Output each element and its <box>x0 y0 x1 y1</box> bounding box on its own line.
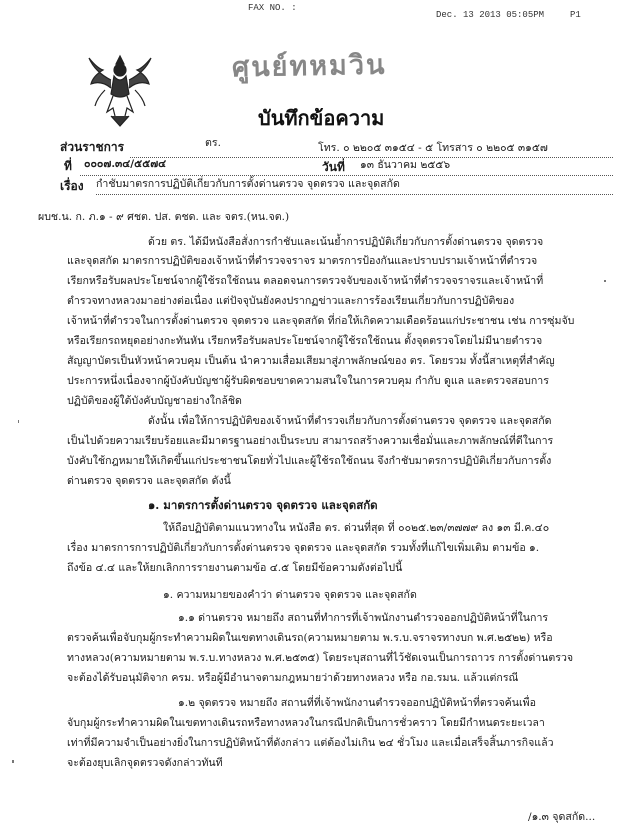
p1-line-1: ด้วย ตร. ได้มีหนังสือสั่งการกำชับและเน้นย้ำการปฏิบัติเกี่ยวกับการตั้งด่านตรวจ จุดตรวจ <box>148 236 544 248</box>
p5-line-4: จะต้องยุบเลิกจุดตรวจดังกล่าวทันที <box>67 757 223 769</box>
ref-number: ๐๐๐๗.๓๔/๕๕๗๔ <box>84 158 167 170</box>
continued-marker: /๑.๓ จุดสกัด... <box>528 811 596 823</box>
phone-fax-line: โทร. ๐ ๒๒๐๕ ๓๑๕๔ - ๕ โทรสาร ๐ ๒๒๐๕ ๓๑๕๗ <box>318 142 548 154</box>
subject-value: กำชับมาตรการปฏิบัติเกี่ยวกับการตั้งด่านตรวจ จุดตรวจ และจุดสกัด <box>96 178 400 190</box>
p2-line-2: เป็นไปด้วยความเรียบร้อยและมีมาตรฐานอย่างเป็นระบบ สามารถสร้างความเชื่อมั่นและภาพลักษณ์ที่ดีในการ <box>67 435 554 447</box>
p3-line-3: ถึงข้อ ๔.๔ และให้ยกเลิกการรายงานตามข้อ ๔.๕ โดยมีข้อความดังต่อไปนี้ <box>67 562 403 574</box>
ref-label: ที่ <box>64 159 72 173</box>
fax-page: P1 <box>570 10 581 20</box>
fax-datetime: Dec. 13 2013 05:05PM <box>436 10 545 20</box>
p2-line-4: ด่านตรวจ จุดตรวจ และจุดสกัด ดังนี้ <box>67 475 231 487</box>
date-value: ๑๓ ธันวาคม ๒๕๕๖ <box>360 159 451 171</box>
p1-line-2: และจุดสกัด มาตรการปฏิบัติของเจ้าหน้าที่ตำรวจจราจร มาตรการป้องกันและปราบปรามเจ้าหน้าที่ตำรวจ <box>67 255 538 267</box>
fax-label: FAX NO. : <box>248 3 297 13</box>
document-title: บันทึกข้อความ <box>258 106 385 130</box>
p1-line-5: เจ้าหน้าที่ตำรวจในการตั้งด่านตรวจ จุดตรวจ และจุดสกัด ที่ก่อให้เกิดความเดือดร้อนแก่ประชาชน เช่น การซุ่มจับ <box>67 315 575 327</box>
subject-label: เรื่อง <box>60 179 84 193</box>
sub-1-heading: ๑. ความหมายของคำว่า ด่านตรวจ จุดตรวจ และจุดสกัด <box>163 589 417 601</box>
agency-label: ส่วนราชการ <box>60 140 125 154</box>
agency-value: ตร. <box>205 137 221 149</box>
p1-line-6: หรือเรียกรถหยุดอย่างกะทันหัน เรียกหรือรับผลประโยชน์จากผู้ใช้รถใช้ถนน ตั้งจุดตรวจโดยไม่มีนายตำรวจ <box>67 335 543 347</box>
recipient-line: ผบช.น. ก. ภ.๑ - ๙ ศชต. ปส. ตชด. และ จตร.(หน.จต.) <box>38 211 290 223</box>
p1-line-9: ปฏิบัติของผู้ใต้บังคับบัญชาอย่างใกล้ชิด <box>67 395 242 407</box>
garuda-emblem-icon <box>85 50 155 132</box>
p1-line-8: ประการหนึ่งเนื่องจากผู้บังคับบัญชาผู้รับผิดชอบขาดความสนใจในการควบคุม กำกับ ดูแล และตรวจสอบการ <box>67 375 549 387</box>
p4-line-4: จะต้องได้รับอนุมัติจาก ครม. หรือผู้มีอำนาจตามกฎหมายว่าด้วยทางหลวง หรือ กอ.รมน. แล้วแต่กรณี <box>67 672 519 684</box>
p2-line-1: ดังนั้น เพื่อให้การปฏิบัติของเจ้าหน้าที่ตำรวจเกี่ยวกับการตั้งด่านตรวจ จุดตรวจ และจุดสกัด <box>148 415 552 427</box>
p1-line-7: สัญญาบัตรเป็นหัวหน้าควบคุม เป็นต้น นำความเสื่อมเสียมาสู่ภาพลักษณ์ของ ตร. โดยรวม ทั้งนี้สาเหตุที่สำคัญ <box>67 355 555 367</box>
p3-line-2: เรื่อง มาตรการการปฏิบัติเกี่ยวกับการตั้งด่านตรวจ จุดตรวจ และจุดสกัด รวมทั้งที่แก้ไขเพิ่มเติม ตามข้อ ๑. <box>67 542 540 554</box>
p1-line-3: เรียกหรือรับผลประโยชน์จากผู้ใช้รถใช้ถนน ตลอดจนการตรวจจับของเจ้าหน้าที่ตำรวจจราจรและเจ้าหน้าที่ <box>67 275 544 287</box>
section-1-heading: ๑. มาตรการตั้งด่านตรวจ จุดตรวจ และจุดสกัด <box>148 498 378 512</box>
p5-line-1: ๑.๒ จุดตรวจ หมายถึง สถานที่ที่เจ้าพนักงานตำรวจออกปฏิบัติหน้าที่ตรวจค้นเพื่อ <box>178 697 536 709</box>
p2-line-3: บังคับใช้กฎหมายให้เกิดขึ้นแก่ประชาชนโดยทั่วไปและผู้ใช้รถใช้ถนน จึงกำชับมาตรการปฏิบัติเกี่ยวกับการตั้ง <box>67 455 552 467</box>
p4-line-3: ทางหลวง(ความหมายตาม พ.ร.บ.ทางหลวง พ.ศ.๒๕๓๕) โดยระบุสถานที่ไว้ชัดเจนเป็นการถาวร การตั้งด่านตรวจ <box>67 652 574 664</box>
p4-line-1: ๑.๑ ด่านตรวจ หมายถึง สถานที่ทำการที่เจ้าพนักงานตำรวจออกปฏิบัติหน้าที่ในการ <box>178 612 549 624</box>
p4-line-2: ตรวจค้นเพื่อจับกุมผู้กระทำความผิดในเขตทางเดินรถ(ความหมายตาม พ.ร.บ.จราจรทางบก พ.ศ.๒๕๒๒) หรือ <box>67 632 553 644</box>
stamp: ศูนย์ทหมวิน <box>231 49 387 84</box>
p3-line-1: ให้ถือปฏิบัติตามแนวทางใน หนังสือ ตร. ด่วนที่สุด ที่ ๐๐๒๕.๒๓/๓๗๗๙ ลง ๑๓ มี.ค.๔๐ <box>163 522 550 534</box>
date-label: วันที่ <box>322 160 345 174</box>
p1-line-4: ตำรวจทางหลวงมาอย่างต่อเนื่อง แต่ปัจจุบันยังคงปรากฏข่าวและการร้องเรียนเกี่ยวกับการปฏิบัติของ <box>67 295 515 307</box>
p5-line-3: เท่าที่มีความจำเป็นอย่างยิ่งในการปฏิบัติหน้าที่ดังกล่าว แต่ต้องไม่เกิน ๒๔ ชั่วโมง และเมื่อเสร็จสิ้นภารกิจแล้ว <box>67 737 554 749</box>
p5-line-2: จับกุมผู้กระทำความผิดในเขตทางเดินรถหรือทางหลวงในกรณีปกติเป็นการชั่วคราว โดยมีกำหนดระยะเวลา <box>67 717 545 729</box>
